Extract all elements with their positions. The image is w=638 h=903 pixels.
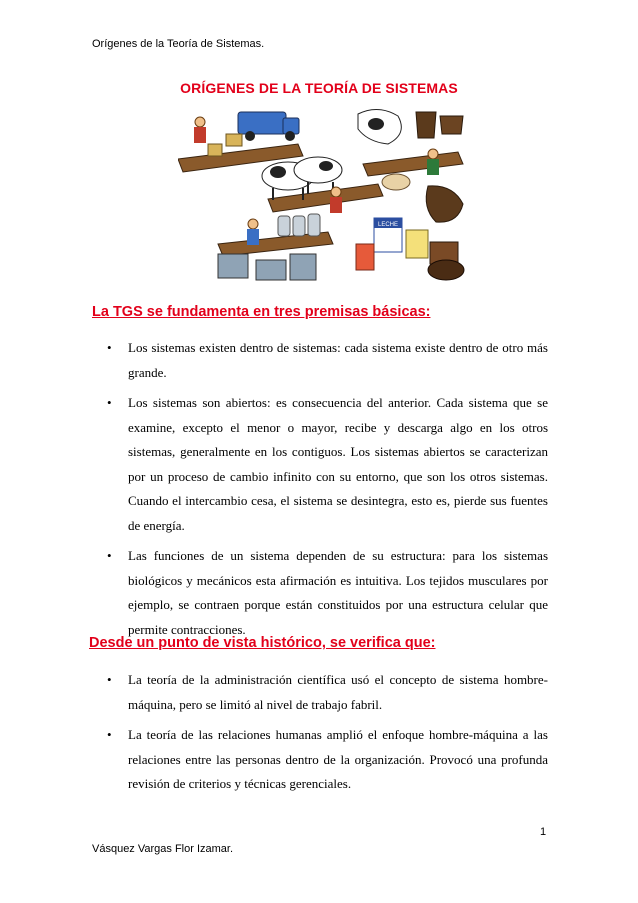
section-heading-premisas: La TGS se fundamenta en tres premisas básicas: <box>92 304 431 320</box>
list-item-text: Los sistemas existen dentro de sistemas: cada sistema existe dentro de otro más grande. <box>128 340 548 380</box>
list-item-text: La teoría de las relaciones humanas amplió el enfoque hombre-máquina a las relaciones entre las personas dentro de la organización. Provocó una profunda revisión de criterios y técnicas gerenciales. <box>128 727 548 791</box>
milk-carton-label: LECHE <box>377 222 399 228</box>
page-title: ORÍGENES DE LA TEORÍA DE SISTEMAS <box>180 80 458 96</box>
bullet-icon: • <box>107 395 112 410</box>
page-header: Orígenes de la Teoría de Sistemas. <box>92 38 265 50</box>
list-item <box>92 723 548 797</box>
list-item <box>92 336 548 385</box>
list-item <box>92 391 548 538</box>
historico-list <box>92 668 548 803</box>
list-item <box>92 668 548 717</box>
bullet-icon: • <box>107 727 112 742</box>
list-item-text: La teoría de la administración científica usó el concepto de sistema hombre-máquina, pero se limitó al nivel de trabajo fabril. <box>128 672 548 712</box>
page-number: 1 <box>540 826 547 838</box>
bullet-icon: • <box>107 340 112 355</box>
bullet-icon: • <box>107 672 112 687</box>
list-item-text: Los sistemas son abiertos: es consecuencia del anterior. Cada sistema que se examine, excepto el menor o mayor, recibe y descarga algo en los otros sistemas, generalmente en los contiguos. Los sistemas abiertos se caracterizan por un proceso de cambio infinito con su entorno, que son los otros sistemas. Cuando el intercambio cesa, el sistema se desintegra, esto es, pierde sus fuentes de energía. <box>128 395 548 533</box>
bullet-icon: • <box>107 548 112 563</box>
list-item-text: Las funciones de un sistema dependen de su estructura: para los sistemas biológicos y mecánicos esta afirmación es intuitiva. Los tejidos musculares por ejemplo, se contraen porque están constituidos por una estructura celular que permite contracciones. <box>128 548 548 637</box>
premisas-list <box>92 336 548 648</box>
list-item <box>92 544 548 642</box>
page-footer: Vásquez Vargas Flor Izamar. <box>92 843 234 855</box>
section-heading-historico: Desde un punto de vista histórico, se verifica que: <box>89 635 436 651</box>
dairy-production-illustration <box>178 104 478 290</box>
